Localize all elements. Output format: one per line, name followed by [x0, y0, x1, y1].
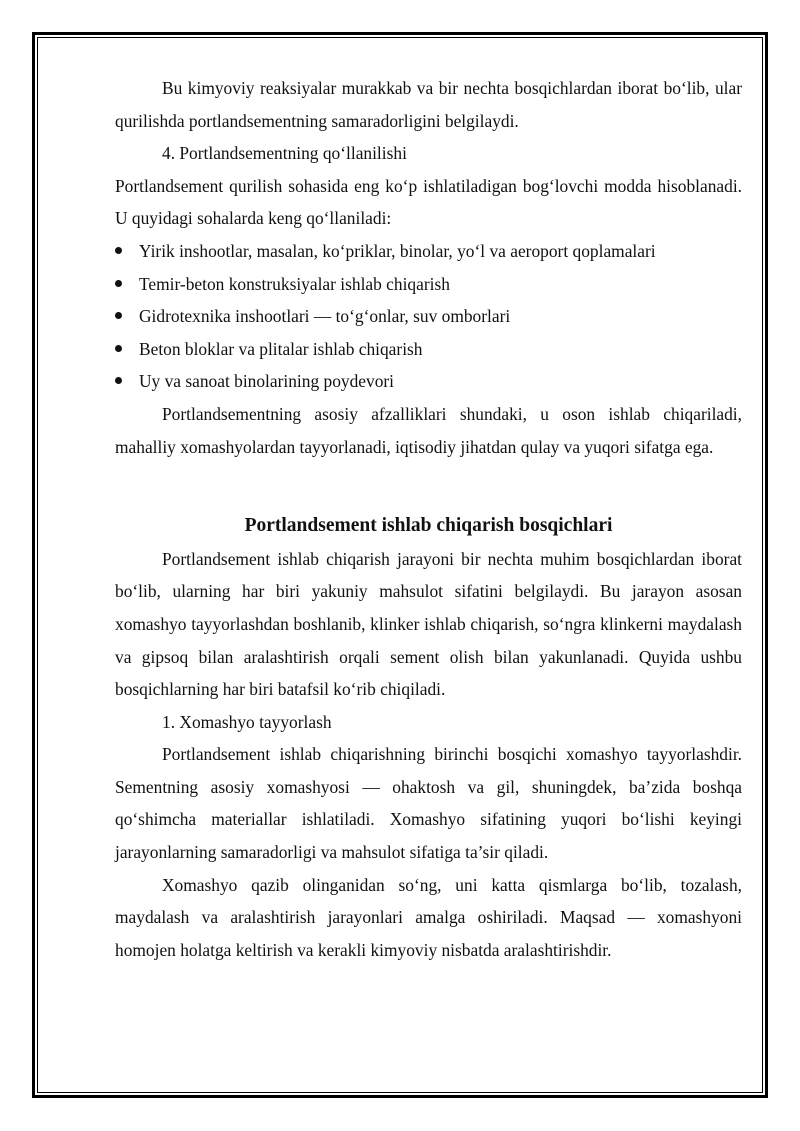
list-item-text: Temir-beton konstruksiyalar ishlab chiqarish — [139, 273, 450, 294]
bullet-icon — [115, 280, 122, 287]
paragraph-reactions: Bu kimyoviy reaksiyalar murakkab va bir nechta bosqichlardan iborat bo‘lib, ular qurilishda portlandsementning samaradorligini belgilaydi. — [115, 78, 742, 131]
paragraph-raw-materials-2: Xomashyo qazib olinganidan so‘ng, uni katta qismlarga bo‘lib, tozalash, maydalash va aralashtirish jarayonlari amalga oshiriladi. Maqsad — xomashyoni homojen holatga keltirish va kerakli kimyoviy nisbatda aralashtirishdir. — [115, 874, 742, 960]
list-item — [115, 235, 742, 268]
bullet-icon — [115, 312, 122, 319]
list-item — [115, 333, 742, 366]
page-title: Portlandsement ishlab chiqarish bosqichlari — [244, 515, 613, 537]
paragraph-advantages: Portlandsementning asosiy afzalliklari shundaki, u oson ishlab chiqariladi, mahalliy xomashyolardan tayyorlanadi, iqtisodiy jihatdan qulay va yuqori sifatga ega. — [115, 403, 742, 457]
document-body — [115, 72, 742, 966]
list-item-text: Yirik inshootlar, masalan, ko‘priklar, binolar, yo‘l va aeroport qoplamalari — [139, 240, 656, 261]
paragraph-raw-materials-1: Portlandsement ishlab chiqarishning birinchi bosqichi xomashyo tayyorlashdir. Sementning asosiy xomashyosi — ohaktosh va gil, shuningdek, ba’zida boshqa qo‘shimcha materiallar ishlatiladi. Xomashyo sifatining yuqori bo‘lishi keyingi jarayonlarning samaradorligi va mahsulot sifatiga ta’sir qiladi. — [115, 744, 742, 863]
paragraph-production-intro: Portlandsement ishlab chiqarish jarayoni bir nechta muhim bosqichlardan iborat bo‘lib, ularning har biri yakuniy mahsulot sifatini belgilaydi. Bu jarayon asosan xomashyo tayyorlashdan boshlanib, klinker ishlab chiqarish, so‘ngra klinkerni maydalash va gipsoq bilan aralashtirish orqali sement olish bilan yakunlanadi. Quyida ushbu bosqichlarning har biri batafsil ko‘rib chiqiladi. — [115, 548, 742, 700]
usage-bullet-list — [115, 235, 742, 398]
list-item — [115, 365, 742, 398]
section-spacer — [115, 463, 742, 510]
section-heading-usage: 4. Portlandsementning qo‘llanilishi — [162, 143, 407, 164]
list-item — [115, 300, 742, 333]
list-item-text: Uy va sanoat binolarining poydevori — [139, 371, 395, 392]
paragraph-usage-intro: Portlandsement qurilish sohasida eng ko‘p ishlatiladigan bog‘lovchi modda hisoblanadi. U quyidagi sohalarda keng qo‘llaniladi: — [115, 175, 742, 229]
list-item-text: Beton bloklar va plitalar ishlab chiqarish — [139, 338, 423, 359]
step-heading-raw-materials: 1. Xomashyo tayyorlash — [162, 711, 332, 732]
bullet-icon — [115, 345, 122, 352]
bullet-icon — [115, 247, 122, 254]
list-item — [115, 268, 742, 301]
bullet-icon — [115, 377, 122, 384]
list-item-text: Gidrotexnika inshootlari — to‘g‘onlar, suv omborlari — [139, 306, 511, 327]
